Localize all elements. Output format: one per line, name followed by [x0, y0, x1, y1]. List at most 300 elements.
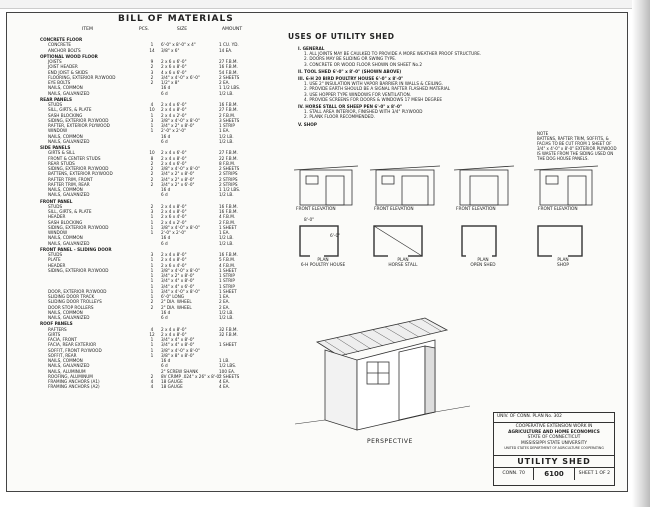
- bom-cell-pc: 2: [150, 203, 154, 209]
- bom-cell-pc: 3: [150, 252, 154, 257]
- bom-cell-sz: 6 d: [161, 138, 168, 144]
- bom-cell-pc: 1: [150, 230, 154, 235]
- elevation-label-1: FRONT ELEVATION: [296, 207, 336, 212]
- bom-cell-it: NAILS, COMMON: [48, 309, 83, 315]
- bom-cell-am: 2 EA.: [219, 299, 230, 305]
- bom-cell-pc: 1: [150, 273, 154, 278]
- bom-cell-it: SIDING, EXTERIOR PLYWOOD: [48, 117, 109, 123]
- bom-cell-sz: 18 GAUGE: [161, 384, 183, 390]
- bom-cell-sz: 2 x 4 x 8'-0": [161, 252, 187, 257]
- bom-cell-it: ROOFING, ALUMINUM: [48, 373, 93, 379]
- plan-label-4: [538, 258, 588, 268]
- title-block: [493, 412, 615, 486]
- title-block-bottom: [494, 468, 614, 480]
- bom-cell-sz: 2" DIA. WHEEL: [161, 299, 192, 305]
- bom-row: [40, 48, 290, 53]
- bom-cell-pc: 1: [150, 42, 154, 48]
- bom-cell-sz: 16 d: [161, 187, 171, 192]
- scan-right-edge: [632, 0, 650, 507]
- bom-cell-sz: 2 x 6 x 8'-0": [161, 64, 187, 70]
- plan-4-outline: [538, 226, 582, 256]
- plan-label-2-top: PLAN: [397, 258, 409, 263]
- plan-1-outline: [300, 226, 341, 256]
- bom-cell-it: RAFTER TRIM, REAR: [48, 181, 90, 187]
- bom-cell-am: 16 F.B.M.: [219, 203, 238, 209]
- bom-cell-am: 2 SHEETS: [219, 74, 240, 80]
- bom-cell-sz: 2" SCREW SHANK: [161, 368, 199, 374]
- bom-cell-pc: 10: [149, 150, 155, 156]
- bom-cell-pc: 14: [149, 47, 155, 53]
- bom-cell-sz: 6 d: [161, 240, 168, 246]
- bom-cell-it: FRONT & CENTER STUDS: [48, 155, 101, 161]
- elevations-drawing: [290, 158, 620, 213]
- bom-cell-am: 100 EA.: [219, 368, 236, 374]
- uses-item: 2. PLANK FLOOR RECOMMENDED.: [304, 114, 375, 120]
- bom-cell-pc: 3: [150, 117, 154, 123]
- bom-cell-am: 16 F.B.M.: [219, 64, 238, 70]
- bom-cell-sz: 2 x 4 x 8'-0": [161, 203, 187, 209]
- bom-cell-it: WINDOW: [48, 230, 68, 235]
- bom-header-size: SIZE: [176, 27, 188, 32]
- uses-title: USES OF UTILITY SHED: [288, 32, 395, 41]
- bom-cell-it: ROOF PANELS: [40, 321, 73, 327]
- bom-cell-it: SASH BLOCKING: [48, 112, 83, 118]
- bom-cell-pc: 4: [150, 379, 154, 384]
- bom-header-pcs: PCS.: [138, 27, 150, 32]
- bom-cell-pc: 1: [150, 342, 154, 348]
- bom-title: BILL OF MATERIALS: [118, 14, 234, 24]
- bom-cell-am: 1 STRIP: [219, 273, 235, 278]
- bom-cell-am: 1 STRIP: [219, 283, 235, 289]
- bom-cell-sz: 3/4" x 2" x 8'-0": [161, 123, 195, 128]
- bom-cell-it: SIDE PANELS: [40, 145, 71, 150]
- bom-cell-it: REAR STUDS: [48, 160, 75, 166]
- bom-cell-pc: 4: [150, 384, 154, 390]
- bom-cell-pc: 1: [150, 283, 154, 289]
- uses-heading: III. 6-H 20 BIRD POULTRY HOUSE 6'-0" x 8'-0": [298, 76, 404, 82]
- bom-cell-it: EYE BOLTS: [48, 80, 71, 85]
- bom-cell-it: STUDS: [48, 203, 63, 209]
- uses-item: 3. USE HOPPER TYPE WINDOWS FOR VENTILATION.: [304, 91, 412, 97]
- bom-cell-it: BATTENS, EXTERIOR PLYWOOD: [48, 171, 113, 177]
- bom-cell-am: 1 SHEET: [219, 224, 237, 230]
- bom-cell-sz: 16 d: [161, 85, 171, 91]
- bom-header-amount: AMOUNT: [221, 27, 243, 32]
- uses-list: [298, 44, 498, 127]
- bom-cell-it: NAILS, COMMON: [48, 187, 83, 192]
- bom-cell-it: HEADER: [48, 214, 66, 220]
- bom-cell-sz: 6'-0" x 8'-0" x 4": [161, 42, 196, 48]
- bom-cell-pc: [143, 315, 161, 320]
- uses-item: 2. DOORS MAY BE SLIDING OR SWING TYPE.: [304, 56, 397, 62]
- bom-cell-it: SILL, GIRTS, & PLATE: [48, 107, 92, 113]
- bom-row: [40, 384, 290, 389]
- bom-cell-pc: 1: [150, 278, 154, 284]
- bom-cell-sz: 2 x 6 x 4'-0": [161, 214, 187, 220]
- bom-cell-it: NAILS, COMMON: [48, 85, 83, 91]
- bom-cell-am: 4 EA.: [219, 379, 230, 384]
- bom-row: [40, 241, 290, 246]
- agency-line-3: STATE OF CONNECTICUT: [527, 435, 581, 440]
- bom-cell-sz: 3/4" x 4" x 8'-0": [161, 337, 195, 342]
- bom-cell-pc: 2: [150, 373, 154, 379]
- bom-cell-am: 1 SHEET: [219, 342, 237, 348]
- bom-cell-it: NAILS, GALVANIZED: [48, 363, 90, 369]
- bom-cell-it: NAILS, GALVANIZED: [48, 90, 90, 96]
- bom-cell-am: 14 EA.: [219, 47, 233, 53]
- bom-cell-am: 2 F.B.M.: [219, 112, 236, 118]
- bom-cell-sz: 6 d: [161, 363, 168, 369]
- bom-cell-pc: 1: [150, 123, 154, 128]
- bom-cell-pc: 2: [150, 304, 154, 310]
- bom-cell-am: 2 EA.: [219, 80, 230, 85]
- bom-cell-it: FACIA, FRONT: [48, 337, 77, 342]
- bom-cell-pc: 1: [150, 128, 154, 134]
- bom-cell-am: 16 F.B.M.: [219, 102, 238, 107]
- bom-cell-am: 1/2 LB.: [219, 192, 234, 198]
- agency-line-4: MISSISSIPPI STATE UNIVERSITY: [520, 440, 588, 446]
- plan-number: UNIV. OF CONN. PLAN No. 302: [494, 413, 614, 423]
- bom-cell-sz: 2 x 6 x 4'-0": [161, 262, 187, 268]
- bom-cell-sz: 2 x 4 x 8'-0": [161, 326, 187, 332]
- bom-cell-am: 1 STRIP: [219, 278, 235, 284]
- plan-dim-w: 8'-0": [304, 218, 315, 223]
- bom-cell-am: 3 SHEETS: [219, 117, 240, 123]
- bom-row: [40, 139, 290, 144]
- bom-cell-it: SOFFIT, REAR: [48, 352, 77, 358]
- bom-cell-sz: 2'-0" x 2'-0": [161, 128, 186, 134]
- bom-cell-pc: 1: [150, 219, 154, 225]
- bom-cell-it: GIRTS & SILL: [48, 150, 75, 156]
- bom-cell-sz: 2'-0" x 2'-0": [161, 230, 186, 235]
- bom-cell-sz: 16 d: [161, 358, 171, 363]
- bom-cell-it: FACIA, REAR EXTERIOR: [48, 342, 97, 348]
- bom-cell-sz: 6 d: [161, 90, 168, 96]
- bom-cell-am: 4 EA.: [219, 384, 230, 390]
- bom-cell-am: 1 LB.: [219, 358, 230, 363]
- bom-cell-it: FRAMING ANCHORS (A2): [48, 384, 100, 390]
- bom-cell-am: 27 F.B.M.: [219, 59, 238, 64]
- uses-item: 2. PROVIDE EARTH SHOULD BE A SIGNAL RAFTER FLASHED MATERIAL: [304, 86, 451, 92]
- bom-cell-pc: 4: [150, 102, 154, 107]
- bom-cell-am: 54 F.B.M.: [219, 69, 238, 75]
- bom-cell-it: SOFFIT, FRONT PLYWOOD: [48, 347, 102, 353]
- bom-cell-sz: 16 d: [161, 309, 171, 315]
- sheet-number: SHEET 1 OF 2: [578, 471, 611, 476]
- bom-cell-it: STUDS: [48, 252, 63, 257]
- bom-cell-sz: 3/8" x 4'-0" x 8'-0": [161, 117, 200, 123]
- bom-cell-am: 2 SHEETS: [219, 166, 240, 171]
- elevation-label-2: FRONT ELEVATION: [374, 207, 414, 212]
- elevation-3-outline: [460, 170, 508, 205]
- bom-cell-sz: 2 x 4 x 6'-0": [161, 160, 187, 166]
- bom-cell-pc: 1: [150, 347, 154, 353]
- bom-cell-it: SLIDING DOOR TRACK: [48, 294, 95, 299]
- bom-cell-it: SLIDING DOOR TROLLEYS: [48, 299, 102, 305]
- bom-cell-am: 1 EA.: [219, 294, 230, 299]
- uses-item: 1. USE 2" INSULATION WITH VAPOR BARRIER IN WALLS & CEILING.: [304, 81, 443, 87]
- bom-cell-sz: 1/2" x 8": [161, 80, 180, 85]
- uses-heading: IV. HORSE STALL OR SHEEP PEN 6'-0" x 8'-0": [298, 104, 403, 110]
- bom-cell-pc: [143, 241, 161, 246]
- elevation-2-outline: [376, 170, 434, 205]
- bom-cell-it: CONCRETE FLOOR: [40, 37, 83, 42]
- bom-cell-it: FLOORING, EXTERIOR PLYWOOD: [48, 74, 116, 80]
- uses-heading: V. SHOP: [298, 121, 317, 127]
- agency-lines: [494, 423, 614, 456]
- bom-cell-it: CONCRETE: [48, 42, 72, 48]
- bom-cell-am: 1 SHEET: [219, 267, 237, 273]
- bom-cell-am: 27 F.B.M.: [219, 150, 238, 156]
- drawing-number: 6100: [534, 468, 574, 480]
- bom-cell-am: 1/2 LB.: [219, 309, 234, 315]
- bom-cell-sz: 3/8" x 6": [161, 47, 180, 53]
- bom-cell-sz: 3/4" x 4" x 8'-0": [161, 342, 195, 348]
- plan-label-2: [378, 258, 428, 268]
- bom-cell-it: NAILS, GALVANIZED: [48, 315, 90, 320]
- bom-cell-sz: 3/4" x 2" x 8'-0": [161, 176, 195, 182]
- bom-cell-sz: 2 x 4 x 8'-0": [161, 155, 187, 161]
- bom-cell-am: 1/2 LB.: [219, 133, 234, 139]
- note-block: [537, 131, 617, 161]
- bom-cell-pc: 1: [150, 112, 154, 118]
- bom-cell-it: SIDING, EXTERIOR PLYWOOD: [48, 224, 109, 230]
- drawing-title: UTILITY SHED: [494, 456, 614, 468]
- bom-cell-am: 1/2 LB.: [219, 90, 234, 96]
- bom-cell-pc: 3: [150, 69, 154, 75]
- bom-cell-sz: 16 d: [161, 133, 171, 139]
- bom-cell-it: RAFTER TRIM, FRONT: [48, 176, 93, 182]
- plan-dim-d: 6'-0": [330, 234, 341, 239]
- bom-cell-am: 1/2 LB.: [219, 315, 234, 320]
- uses-item: 3. CONCRETE OR WOOD FLOOR SHOWN ON SHEET No.2: [304, 61, 423, 67]
- bom-cell-sz: 3/4" x 4" x 6'-0": [161, 283, 195, 289]
- bom-cell-pc: 9: [150, 59, 154, 64]
- agency-line-5: UNITED STATES DEPARTMENT OF AGRICULTURE COOPERATING: [504, 446, 604, 450]
- bom-cell-sz: 2 x 4 x 2'-0": [161, 219, 187, 225]
- agency-line-1: COOPERATIVE EXTENSION WORK IN: [515, 424, 593, 429]
- bom-cell-sz: 3/8" x 8" x 8'-0": [161, 352, 195, 358]
- bom-cell-am: 1 EA.: [219, 230, 230, 235]
- bom-row: [40, 91, 290, 96]
- bom-cell-it: DOOR, EXTERIOR PLYWOOD: [48, 288, 107, 294]
- bom-cell-pc: 12: [149, 331, 155, 337]
- bom-cell-am: 5 F.B.M.: [219, 257, 236, 263]
- bom-cell-it: NAILS, GALVANIZED: [48, 240, 90, 246]
- bom-cell-sz: 2 x 4 x 8'-0": [161, 331, 187, 337]
- bom-cell-sz: 3/4" x 4'-0" x 8'-0": [161, 288, 200, 294]
- bom-cell-pc: 2: [150, 176, 154, 182]
- bom-cell-it: NAILS, COMMON: [48, 358, 83, 363]
- bom-cell-am: 1/2 LBS.: [219, 363, 237, 369]
- bom-cell-am: 1 1/2 LBS.: [219, 187, 241, 192]
- bom-cell-pc: [143, 139, 161, 144]
- bom-cell-am: 2 F.B.M.: [219, 219, 236, 225]
- bom-cell-it: PLATE: [48, 257, 61, 263]
- bom-cell-sz: 3/4" x 2" x 6'-0": [161, 181, 195, 187]
- bom-cell-sz: 3/4" x 4'-0" x 6'-0": [161, 74, 200, 80]
- bom-cell-am: 16 F.B.M.: [219, 252, 238, 257]
- bom-cell-pc: 1: [150, 352, 154, 358]
- bom-cell-pc: 1: [150, 262, 154, 268]
- plan-label-1-bottom: 6-H POULTRY HOUSE: [300, 263, 346, 268]
- bom-cell-it: RAFTER, EXTERIOR PLYWOOD: [48, 123, 110, 128]
- bom-cell-am: 2 STRIPS: [219, 171, 238, 177]
- bom-cell-it: SIDING, EXTERIOR PLYWOOD: [48, 267, 109, 273]
- bom-cell-it: FRONT PANEL: [40, 198, 73, 204]
- bom-table: [40, 36, 290, 390]
- bom-cell-sz: 2 x 4 x 6'-0": [161, 102, 187, 107]
- plan-label-2-bottom: HORSE STALL: [388, 263, 418, 268]
- bom-cell-it: ANCHOR BOLTS: [48, 47, 81, 53]
- note-text: BATTENS, RAFTER TRIM, SOFFITS, & FACIAS TO BE CUT FROM 1 SHEET OF 3/4" x 4'-0" x 8'-0" EXTERIOR PLYWOOD IS WASTE FROM THE SIDING USED ON THE DOG HOUSE PANELS.: [537, 136, 617, 161]
- plan-label-1-top: PLAN: [317, 258, 329, 263]
- bom-cell-am: 27 F.B.M.: [219, 107, 238, 113]
- bom-cell-am: 22 F.B.M.: [219, 155, 238, 161]
- bom-cell-pc: 2: [150, 181, 154, 187]
- bom-cell-pc: 1: [150, 267, 154, 273]
- bom-cell-sz: 2 x 4 x 2'-0": [161, 112, 187, 118]
- note-heading: NOTE: [537, 131, 549, 136]
- bom-cell-pc: 2: [150, 80, 154, 85]
- bom-cell-am: 1/2 LB.: [219, 235, 234, 241]
- plan-label-3-top: PLAN: [477, 258, 489, 263]
- bom-cell-sz: 2 x 4 x 8'-0": [161, 209, 187, 214]
- bom-row: [40, 315, 290, 320]
- bom-cell-pc: 1: [150, 214, 154, 220]
- scan-top-edge: [0, 0, 650, 9]
- elevation-4-outline: [540, 170, 592, 205]
- bom-cell-it: END JOIST & SKIDS: [48, 69, 88, 75]
- elevation-label-3: FRONT ELEVATION: [456, 207, 496, 212]
- bom-cell-pc: 2: [150, 64, 154, 70]
- bom-cell-it: SILL, GIRTS, & PLATE: [48, 209, 92, 214]
- bom-cell-am: 1 EA.: [219, 128, 230, 134]
- bom-cell-sz: 3/8" x 4'-0" x 8'-0": [161, 166, 200, 171]
- bom-cell-am: 16 F.B.M.: [219, 209, 238, 214]
- bom-cell-pc: 1: [150, 337, 154, 342]
- uses-heading: I. GENERAL: [298, 46, 325, 51]
- bom-cell-am: 1 SHEET: [219, 288, 237, 294]
- bom-cell-sz: 2 x 4 x 8'-0": [161, 107, 187, 113]
- bom-cell-pc: 3: [150, 209, 154, 214]
- uses-item: 1. STALL AREA INTERIOR, FINISHED WITH 3/4" PLYWOOD: [304, 109, 423, 115]
- bom-cell-it: HEADER: [48, 262, 66, 268]
- bom-cell-sz: 6 d: [161, 315, 168, 320]
- bom-cell-pc: 2: [150, 160, 154, 166]
- bom-cell-it: FRAMING ANCHORS (A1): [48, 379, 100, 384]
- bom-cell-sz: 6'-0" LONG: [161, 294, 185, 299]
- bom-cell-sz: 3/8" x 4'-0" x 8'-0": [161, 347, 200, 353]
- bom-row: [40, 192, 290, 197]
- bom-cell-it: SIDING, EXTERIOR PLYWOOD: [48, 166, 109, 171]
- bom-cell-pc: 2: [150, 166, 154, 171]
- bom-cell-sz: 2" DIA. WHEEL: [161, 304, 192, 310]
- bom-cell-am: 2 EA.: [219, 304, 230, 310]
- bom-cell-it: JOISTS: [48, 59, 62, 64]
- bom-cell-it: NAILS, COMMON: [48, 133, 83, 139]
- conn-code: CONN. 70: [494, 468, 534, 480]
- bom-cell-pc: 8: [150, 155, 154, 161]
- bom-cell-it: GIRTS: [48, 331, 61, 337]
- bom-cell-am: 1 STRIP: [219, 123, 235, 128]
- bom-cell-sz: 3/4" x 4" x 8'-0": [161, 278, 195, 284]
- bom-cell-it: JOIST HEADER: [48, 64, 78, 70]
- plan-3-outline: [462, 226, 496, 256]
- bom-cell-sz: 6 d: [161, 192, 168, 198]
- plan-label-3: [458, 258, 508, 268]
- bom-cell-pc: 1: [150, 294, 154, 299]
- bom-cell-it: RAFTERS: [48, 326, 67, 332]
- uses-heading: II. TOOL SHED 6'-0" x 8'-0" (SHOWN ABOVE): [298, 68, 402, 74]
- bom-cell-pc: 1: [150, 257, 154, 263]
- bom-cell-sz: 3/8" x 4'-0" x 8'-0": [161, 224, 200, 230]
- bom-cell-sz: 3/8" x 4'-0" x 8'-0": [161, 267, 200, 273]
- bom-cell-am: 1 CU. YD.: [219, 42, 239, 48]
- bom-cell-pc: [143, 91, 161, 96]
- plan-label-3-bottom: OPEN SHED: [470, 263, 496, 268]
- bom-cell-pc: 2: [150, 171, 154, 177]
- bom-cell-it: FRONT PANEL - SLIDING DOOR: [40, 246, 112, 252]
- bom-cell-it: NAILS, ALUMINUM: [48, 368, 86, 374]
- bom-cell-sz: 3/4" x 2" x 8'-0": [161, 273, 195, 278]
- bom-cell-sz: 3/4" x 2" x 8'-0": [161, 171, 195, 177]
- bom-cell-it: WINDOW: [48, 128, 68, 134]
- perspective-drawing: [295, 300, 480, 435]
- bom-cell-sz: 18 GAUGE: [161, 379, 183, 384]
- plan-label-1: [298, 258, 348, 268]
- bom-cell-am: 32 F.B.M.: [219, 326, 238, 332]
- bom-cell-sz: 16 d: [161, 235, 171, 241]
- bom-cell-am: 1/2 LB.: [219, 138, 234, 144]
- plan-label-4-bottom: SHOP: [557, 263, 569, 268]
- bom-cell-pc: 1: [150, 224, 154, 230]
- bom-cell-pc: 10: [149, 107, 155, 113]
- elevation-label-4: FRONT ELEVATION: [538, 207, 578, 212]
- bom-cell-it: OPTIONAL WOOD FLOOR: [40, 53, 98, 59]
- bom-cell-am: 4 F.B.M.: [219, 262, 236, 268]
- bom-cell-am: 2 SHEETS: [219, 373, 240, 379]
- bom-cell-am: 4 F.B.M.: [219, 214, 236, 220]
- bom-cell-sz: 2 x 6 x 6'-0": [161, 59, 187, 64]
- bom-cell-it: STUDS: [48, 102, 63, 107]
- bom-cell-am: 8 F.B.M.: [219, 160, 236, 166]
- agency-line-2: AGRICULTURE AND HOME ECONOMICS: [508, 429, 600, 435]
- uses-item: 1. ALL JOINTS MAY BE CAULKED TO PROVIDE A MORE WEATHER PROOF STRUCTURE.: [304, 51, 482, 57]
- bom-cell-it: NAILS, GALVANIZED: [48, 138, 90, 144]
- bom-cell-sz: 4 x 6 x 6'-0": [161, 69, 187, 75]
- bom-cell-pc: 1: [150, 288, 154, 294]
- perspective-label: PERSPECTIVE: [367, 438, 413, 445]
- bom-cell-sz: 2 x 4 x 6'-0": [161, 150, 187, 156]
- bom-header-item: ITEM: [81, 27, 94, 32]
- bom-cell-it: DOOR STOP ROLLERS: [48, 304, 94, 310]
- bom-cell-pc: 2: [150, 74, 154, 80]
- bom-header: [40, 27, 270, 32]
- bom-cell-am: 1/2 LB.: [219, 240, 234, 246]
- bom-cell-sz: 8V CRIMP .024" x 26" x 8'-0": [161, 373, 222, 379]
- bom-cell-pc: [143, 192, 161, 197]
- bom-cell-it: SASH BLOCKING: [48, 219, 83, 225]
- bom-cell-sz: 2 x 4 x 8'-0": [161, 257, 187, 263]
- bom-cell-it: NAILS, COMMON: [48, 235, 83, 241]
- plan-label-4-top: PLAN: [557, 258, 569, 263]
- bom-cell-am: 1 1/2 LBS.: [219, 85, 241, 91]
- bom-cell-it: NAILS, GALVANIZED: [48, 192, 90, 198]
- bom-cell-it: REAR PANELS: [40, 96, 72, 102]
- bom-cell-pc: 4: [150, 326, 154, 332]
- bom-cell-am: 32 F.B.M.: [219, 331, 238, 337]
